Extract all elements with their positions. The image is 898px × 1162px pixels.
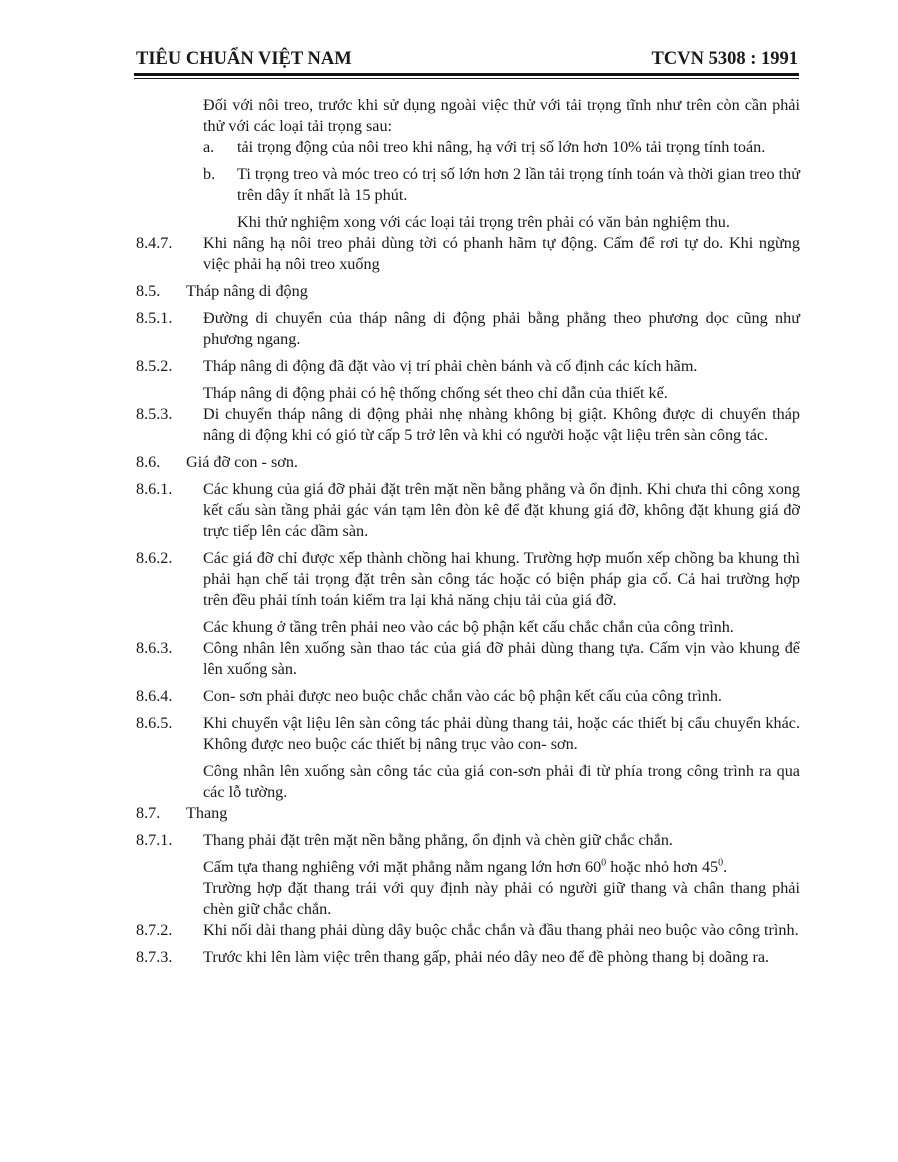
clause-text: Con- sơn phải được neo buộc chắc chắn vào các bộ phận kết cấu của công trình. — [203, 687, 722, 705]
list-item-label: a. — [203, 138, 215, 156]
section-8-7 — [136, 803, 800, 824]
clause-text: Tháp nâng di động đã đặt vào vị trí phải chèn bánh và cố định các kích hãm. — [203, 357, 698, 375]
clause-8-5-1 — [136, 308, 800, 350]
paragraph-ladder-exception: Trường hợp đặt thang trái với quy định này phải có người giữ thang và chân thang phải chèn giữ chắc chắn. — [203, 879, 800, 918]
header-rule-thin — [134, 78, 799, 79]
section-number: 8.6. — [136, 453, 161, 471]
section-8-6 — [136, 452, 800, 473]
degree-superscript: 0 — [718, 857, 724, 869]
degree-superscript: 0 — [601, 857, 607, 869]
clause-8-6-2 — [136, 548, 800, 611]
clause-number: 8.6.1. — [136, 480, 173, 498]
angle-text-part: Cấm tựa thang nghiêng với mặt phẳng nằm ngang lớn hơn 60 — [203, 858, 602, 876]
clause-8-5-3 — [136, 404, 800, 446]
angle-text-part: . — [723, 858, 728, 876]
list-item-label: b. — [203, 165, 216, 183]
angle-text-part: hoặc nhỏ hơn 45 — [606, 858, 719, 876]
clause-number: 8.7.3. — [136, 948, 173, 966]
paragraph-intro: Đối với nôi treo, trước khi sử dụng ngoài việc thử với tải trọng tĩnh như trên còn cần phải thử với các loại tải trọng sau: — [203, 96, 800, 135]
clause-8-6-5 — [136, 713, 800, 755]
clause-8-5-2 — [136, 356, 800, 377]
clause-number: 8.5.2. — [136, 357, 173, 375]
clause-number: 8.5.3. — [136, 405, 173, 423]
section-8-5 — [136, 281, 800, 302]
page-header — [136, 48, 798, 74]
list-item-a — [136, 137, 800, 158]
clause-8-7-1 — [136, 830, 800, 851]
clause-text: Thang phải đặt trên mặt nền bằng phẳng, ổn định và chèn giữ chắc chắn. — [203, 831, 673, 849]
clause-8-7-3 — [136, 947, 800, 968]
clause-text: Trước khi lên làm việc trên thang gấp, phải néo dây neo để đề phòng thang bị doãng ra. — [203, 948, 770, 966]
document-body — [136, 95, 800, 974]
paragraph-lightning: Tháp nâng di động phải có hệ thống chống sét theo chỉ dẫn của thiết kế. — [203, 384, 668, 402]
clause-text: Khi nối dài thang phải dùng dây buộc chắc chắn và đầu thang phải neo buộc vào công trình. — [203, 921, 799, 939]
clause-text: Khi chuyển vật liệu lên sàn công tác phải dùng thang tải, hoặc các thiết bị cẩu chuyển khác. Không được neo buộc các thiết bị nâng trục vào con- sơn. — [203, 714, 800, 753]
clause-number: 8.6.2. — [136, 549, 173, 567]
clause-number: 8.6.3. — [136, 639, 173, 657]
clause-number: 8.6.4. — [136, 687, 173, 705]
section-number: 8.5. — [136, 282, 161, 300]
clause-8-4-7 — [136, 233, 800, 275]
clause-text: Các khung của giá đỡ phải đặt trên mặt nền bằng phẳng và ổn định. Khi chưa thi công xong kết cấu sàn tầng phải gác ván tạm lên đòn kê để đặt khung giá đỡ, không đặt khung giá đỡ trực tiếp lên các dầm sàn. — [203, 480, 800, 540]
section-title: Thang — [186, 804, 228, 822]
clause-number: 8.6.5. — [136, 714, 173, 732]
clause-8-7-2 — [136, 920, 800, 941]
header-standard-code: TCVN 5308 : 1991 — [651, 49, 798, 69]
clause-number: 8.7.1. — [136, 831, 173, 849]
list-item-text: tải trọng động của nôi treo khi nâng, hạ với trị số lớn hơn 10% tải trọng tính toán. — [237, 138, 766, 156]
clause-8-6-4 — [136, 686, 800, 707]
section-number: 8.7. — [136, 804, 161, 822]
list-item-text: Ti trọng treo và móc treo có trị số lớn hơn 2 lần tải trọng tính toán và thời gian treo thử trên dây ít nhất là 15 phút. — [237, 165, 801, 204]
clause-text: Công nhân lên xuống sàn thao tác của giá đỡ phải dùng thang tựa. Cấm vịn vào khung để lên xuống sàn. — [203, 639, 800, 678]
clause-number: 8.7.2. — [136, 921, 173, 939]
paragraph-ladder-angle — [136, 857, 800, 878]
list-item-b — [136, 164, 800, 206]
header-standard-title: TIÊU CHUẨN VIỆT NAM — [136, 49, 352, 69]
section-title: Giá đỡ con - sơn. — [186, 453, 298, 471]
clause-text: Các giá đỡ chỉ được xếp thành chồng hai khung. Trường hợp muốn xếp chồng ba khung thì phải hạn chế tải trọng đặt trên sàn công tác hoặc có biện pháp gia cố. Cả hai trường hợp trên đều phải tính toán kiểm tra lại khả năng chịu tải của giá đỡ. — [203, 549, 800, 609]
paragraph-anchor-frames: Các khung ở tầng trên phải neo vào các bộ phận kết cấu chắc chắn của công trình. — [203, 618, 734, 636]
paragraph-worker-access: Công nhân lên xuống sàn công tác của giá con-sơn phải đi từ phía trong công trình ra qua các lỗ tường. — [203, 762, 800, 801]
paragraph-acceptance: Khi thử nghiệm xong với các loại tải trọng trên phải có văn bản nghiệm thu. — [237, 213, 730, 231]
clause-number: 8.4.7. — [136, 234, 173, 252]
clause-8-6-3 — [136, 638, 800, 680]
clause-8-6-1 — [136, 479, 800, 542]
clause-number: 8.5.1. — [136, 309, 173, 327]
clause-text: Di chuyển tháp nâng di động phải nhẹ nhàng không bị giật. Không được di chuyển tháp nâng di động khi có gió từ cấp 5 trở lên và khi có người hoặc vật liệu trên sàn công tác. — [203, 405, 800, 444]
header-rule-thick — [134, 73, 799, 76]
section-title: Tháp nâng di động — [186, 282, 308, 300]
clause-text: Khi nâng hạ nôi treo phải dùng tời có phanh hãm tự động. Cấm để rơi tự do. Khi ngừng việc phải hạ nôi treo xuống — [203, 234, 800, 273]
clause-text: Đường di chuyển của tháp nâng di động phải bằng phẳng theo phương dọc cũng như phương ngang. — [203, 309, 800, 348]
